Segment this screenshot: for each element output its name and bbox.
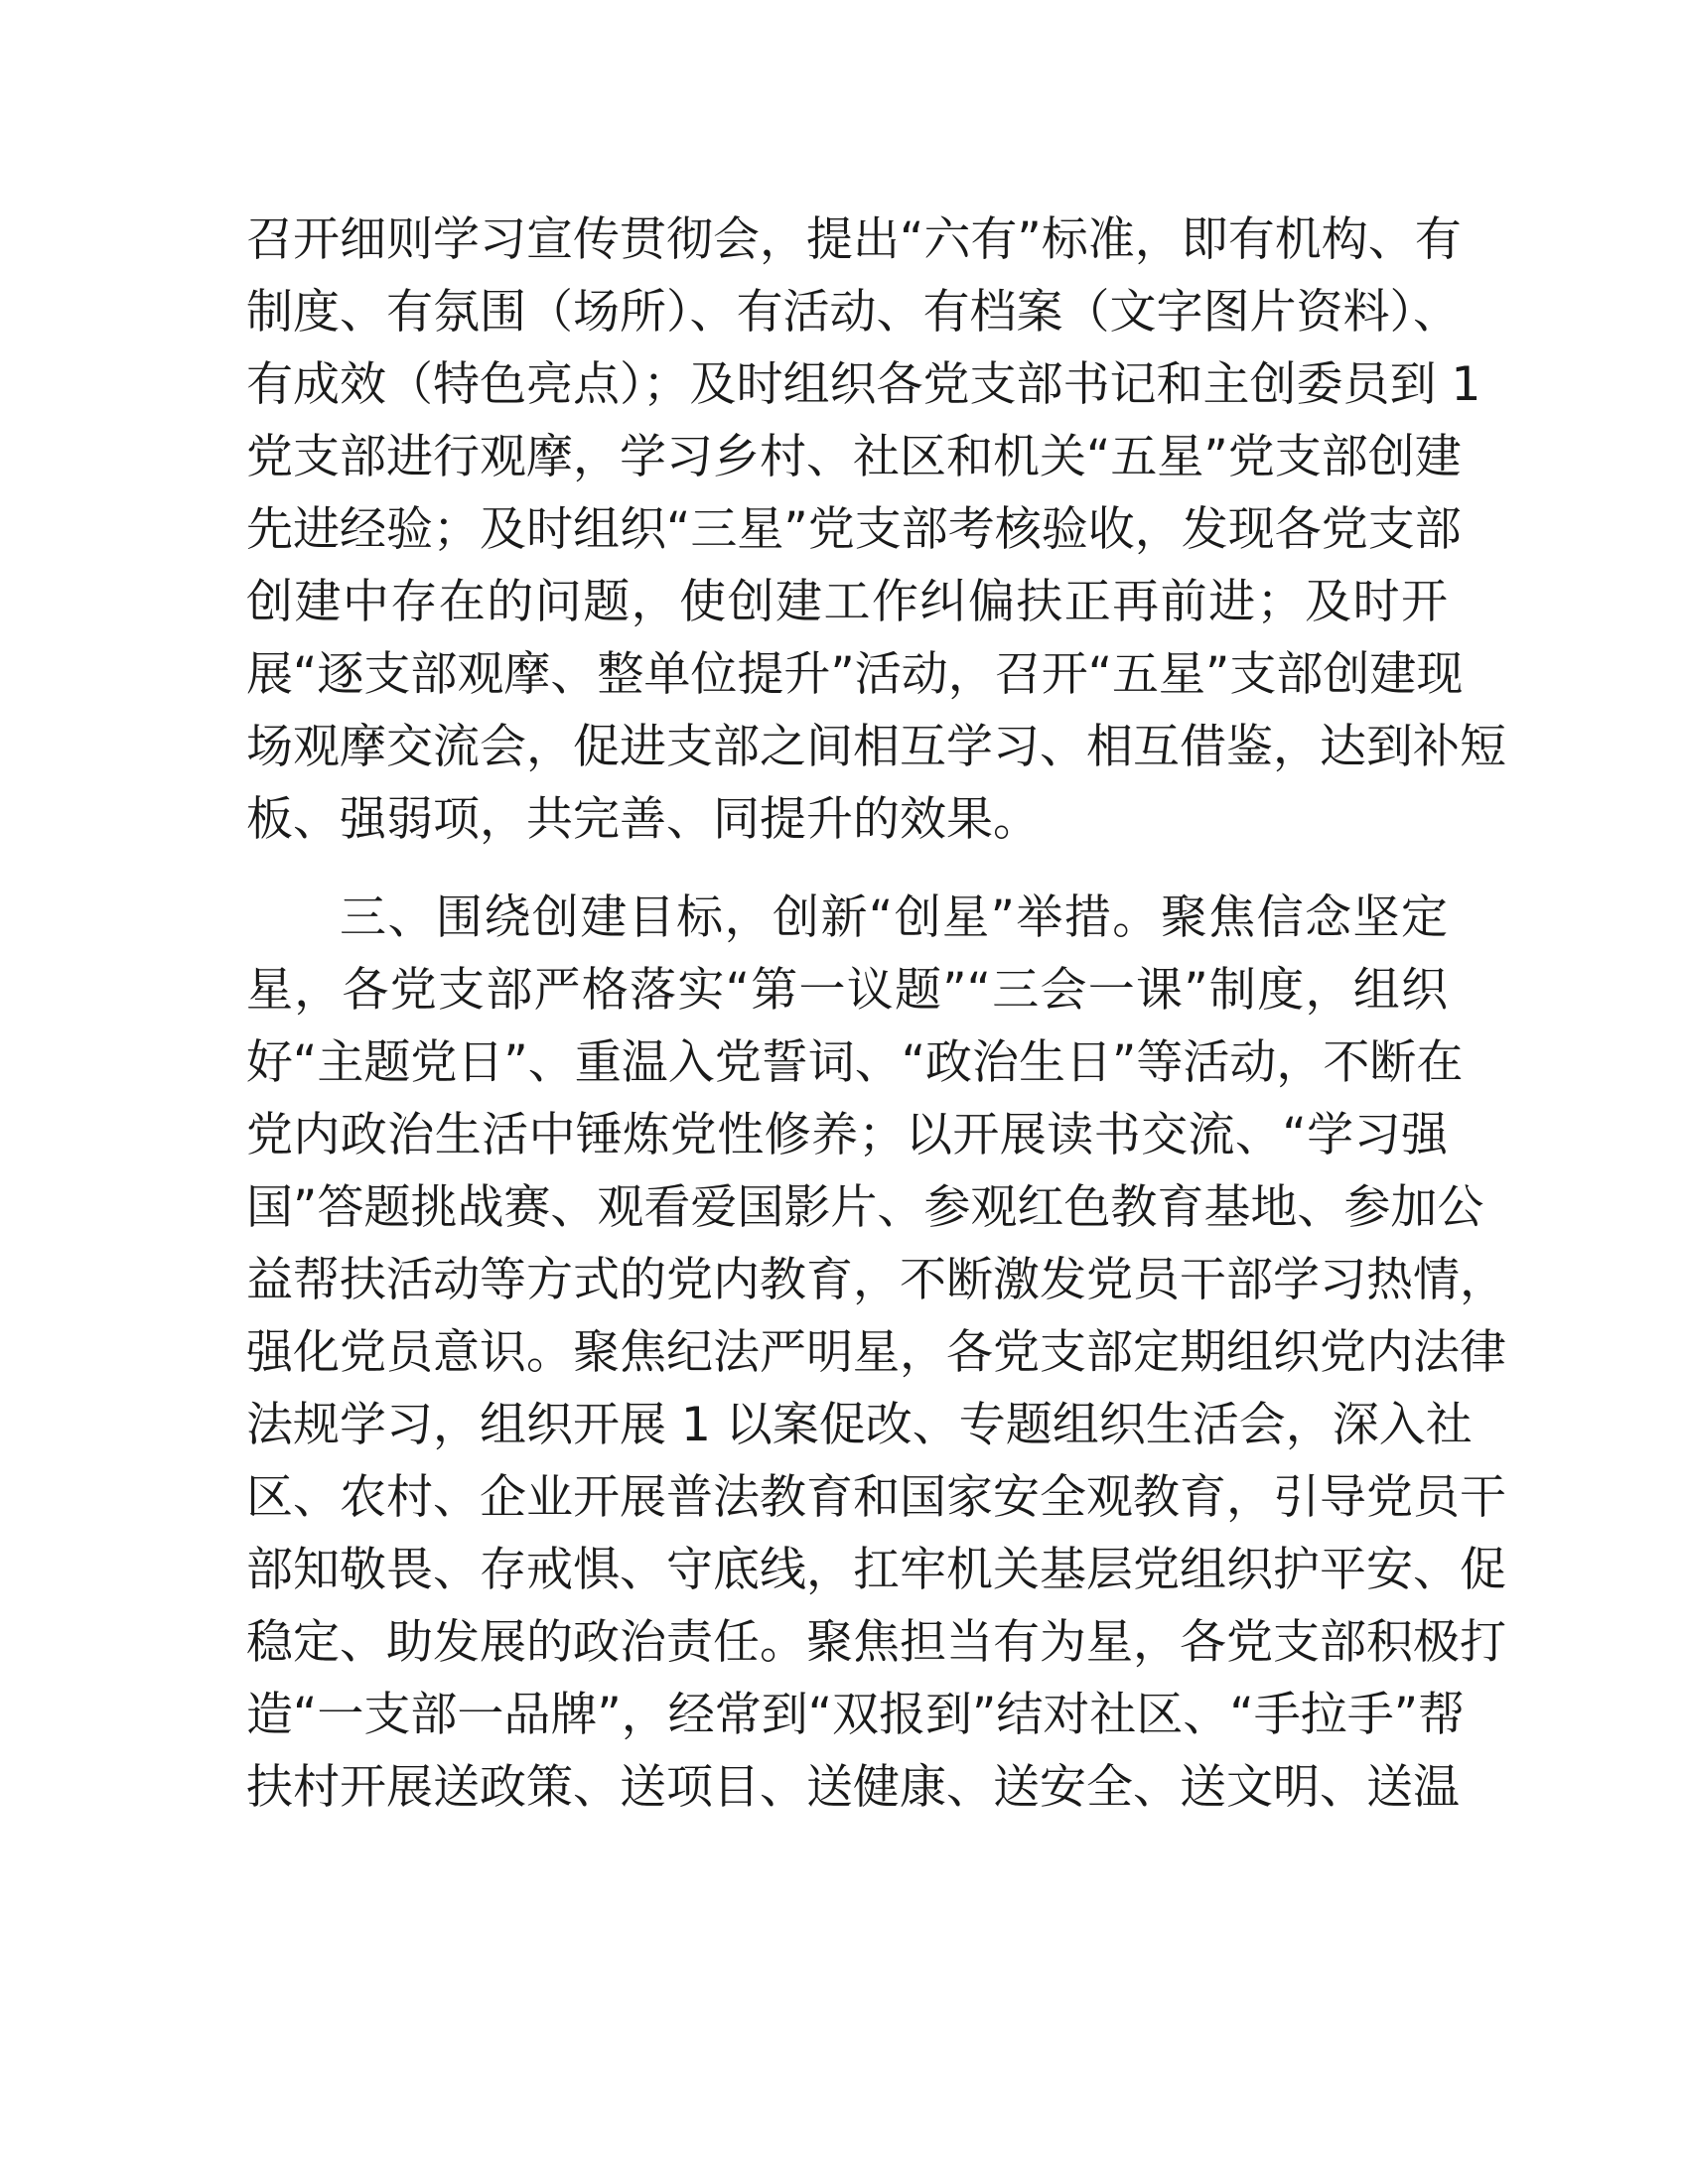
text-line: 法规学习，组织开展 1 以案促改、专题组织生活会，深入社 [246, 1398, 1473, 1452]
text-line: 好“主题党日”、重温入党誓词、“政治生日”等活动，不断在 [246, 1035, 1464, 1090]
text-line: 党支部进行观摩，学习乡村、社区和机关“五星”党支部创建 [246, 430, 1462, 484]
text-line: 展“逐支部观摩、整单位提升”活动，召开“五星”支部创建现 [246, 647, 1464, 702]
text-line: 召开细则学习宣传贯彻会，提出“六有”标准，即有机构、有 [246, 212, 1462, 267]
paragraph-spacer [246, 856, 1448, 882]
text-line: 党内政治生活中锤炼党性修养；以开展读书交流、“学习强 [246, 1108, 1448, 1162]
text-line: 创建中存在的问题，使创建工作纠偏扶正再前进；及时开 [246, 575, 1448, 629]
text-line: 稳定、助发展的政治责任。聚焦担当有为星，各党支部积极打 [246, 1615, 1506, 1670]
text-line: 制度、有氛围（场所）、有活动、有档案（文字图片资料）、 [246, 285, 1460, 340]
text-line: 先进经验；及时组织“三星”党支部考核验收，发现各党支部 [246, 502, 1462, 557]
text-line: 三、围绕创建目标，创新“创星”举措。聚焦信念坚定 [340, 890, 1448, 945]
paragraph-1 [246, 204, 1506, 856]
text-line: 造“一支部一品牌”，经常到“双报到”结对社区、“手拉手”帮 [246, 1688, 1466, 1742]
text-line: 国”答题挑战赛、观看爱国影片、参观红色教育基地、参加公 [246, 1180, 1484, 1235]
text-line: 板、强弱项，共完善、同提升的效果。 [246, 792, 1040, 847]
paragraph-2 [246, 882, 1506, 1824]
text-line: 扶村开展送政策、送项目、送健康、送安全、送文明、送温 [246, 1760, 1460, 1815]
text-line: 部知敬畏、存戒惧、守底线，扛牢机关基层党组织护平安、促 [246, 1543, 1506, 1597]
text-line: 有成效（特色亮点）；及时组织各党支部书记和主创委员到 1 [246, 357, 1481, 412]
text-line: 星，各党支部严格落实“第一议题”“三会一课”制度，组织 [246, 963, 1448, 1018]
text-line: 益帮扶活动等方式的党内教育，不断激发党员干部学习热情， [246, 1253, 1506, 1307]
text-line: 场观摩交流会，促进支部之间相互学习、相互借鉴，达到补短 [246, 720, 1506, 774]
text-line: 强化党员意识。聚焦纪法严明星，各党支部定期组织党内法律 [246, 1325, 1506, 1380]
document-body [246, 204, 1506, 1824]
text-line: 区、农村、企业开展普法教育和国家安全观教育，引导党员干 [246, 1470, 1506, 1525]
